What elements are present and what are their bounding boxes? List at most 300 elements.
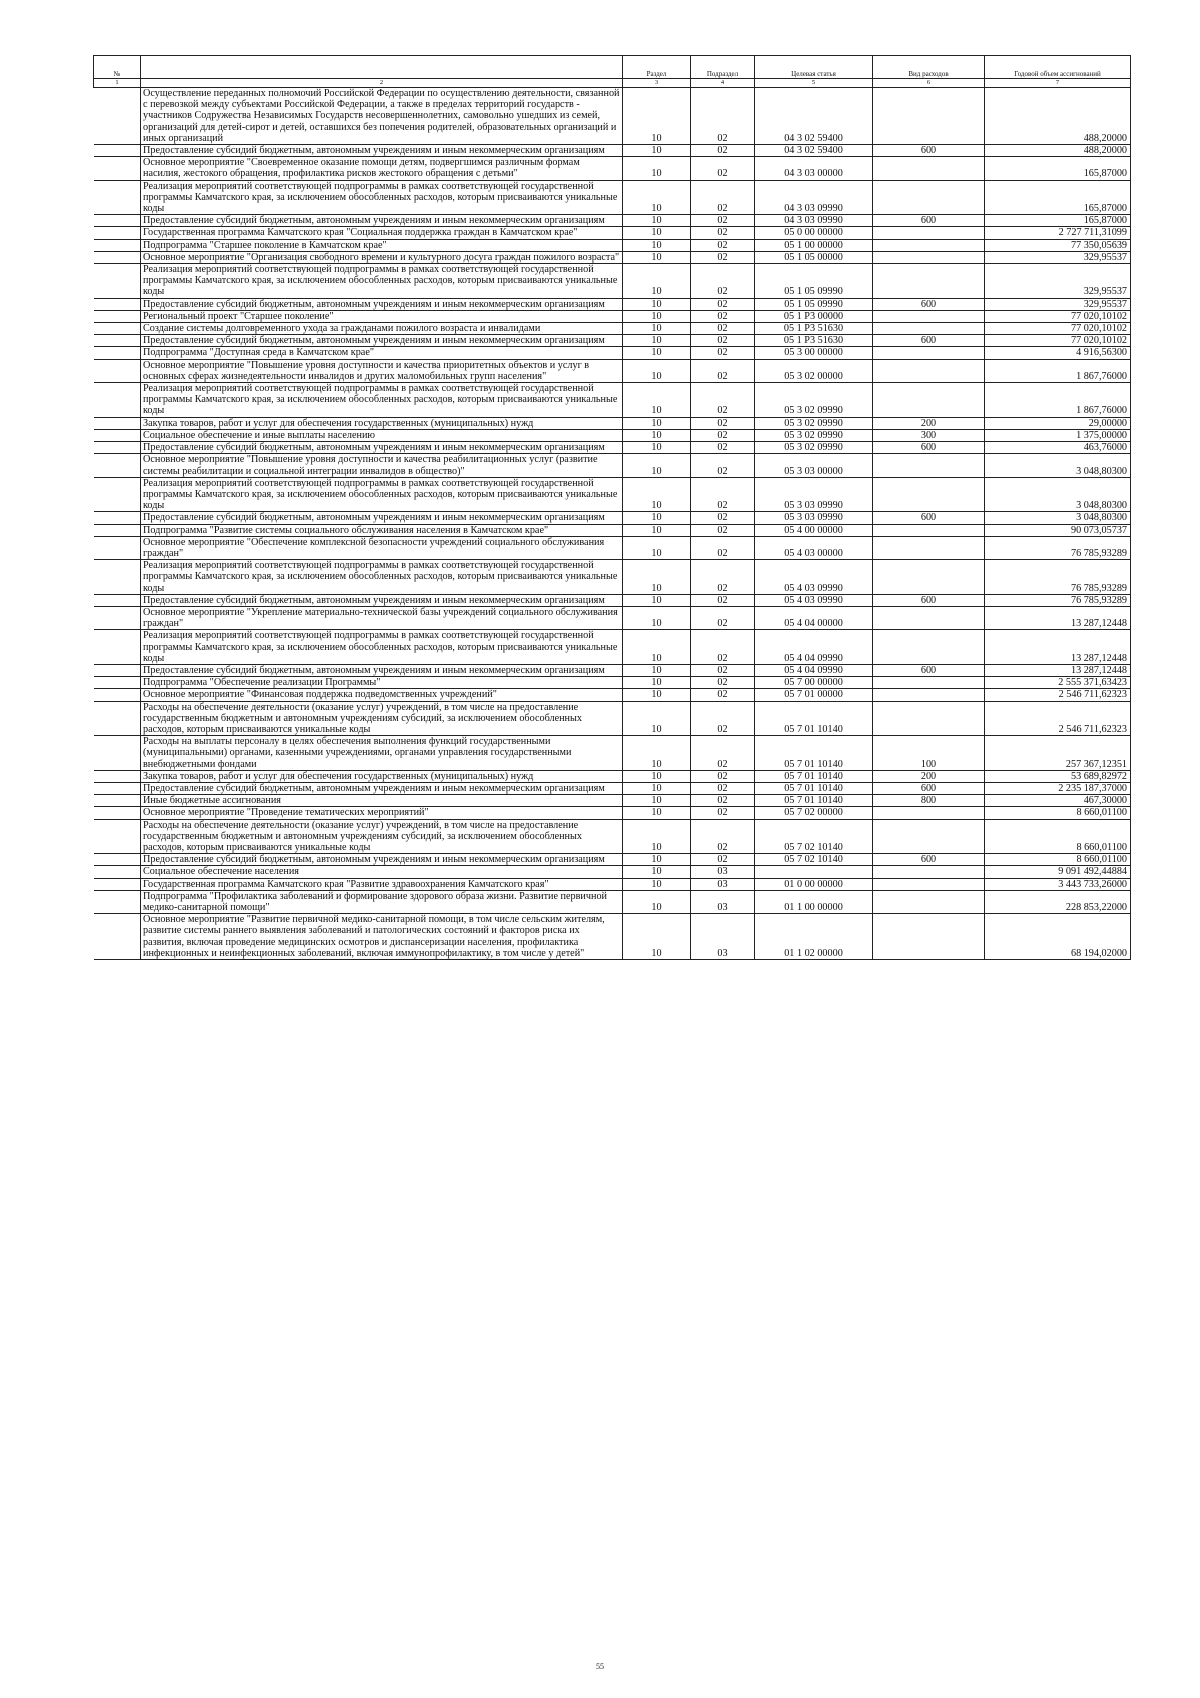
table-row	[94, 560, 1131, 595]
row-target-article-cell: 04 3 03 09990	[755, 180, 873, 215]
row-section-cell: 10	[623, 442, 691, 454]
row-number-cell	[94, 854, 141, 866]
row-target-article-cell: 01 1 02 00000	[755, 914, 873, 960]
table-row	[94, 594, 1131, 606]
row-expense-type-cell	[873, 310, 985, 322]
row-target-article-cell: 05 7 01 10140	[755, 782, 873, 794]
row-name-cell: Расходы на выплаты персоналу в целях обеспечения выполнения функций государственными (муниципальными) органами, казенными учреждениями, органами управления государственными внебюджетными фондами	[141, 736, 623, 771]
table-row	[94, 795, 1131, 807]
row-name-cell: Предоставление субсидий бюджетным, автономным учреждениям и иным некоммерческим организациям	[141, 335, 623, 347]
row-number-cell	[94, 630, 141, 665]
row-name-cell: Основное мероприятие "Укрепление материально-технической базы учреждений социального обслуживания граждан"	[141, 606, 623, 629]
row-section-cell: 10	[623, 866, 691, 878]
row-amount-cell: 165,87000	[985, 157, 1131, 180]
row-target-article-cell: 04 3 03 09990	[755, 215, 873, 227]
row-section-cell: 10	[623, 227, 691, 239]
row-target-article-cell: 05 4 03 00000	[755, 536, 873, 559]
row-subsection-cell: 02	[691, 359, 755, 382]
table-row	[94, 606, 1131, 629]
row-number-cell	[94, 227, 141, 239]
row-target-article-cell: 05 4 04 09990	[755, 664, 873, 676]
row-section-cell: 10	[623, 180, 691, 215]
row-amount-cell: 68 194,02000	[985, 914, 1131, 960]
row-target-article-cell: 04 3 02 59400	[755, 145, 873, 157]
row-target-article-cell: 05 1 P3 51630	[755, 335, 873, 347]
row-subsection-cell: 02	[691, 347, 755, 359]
table-row	[94, 736, 1131, 771]
header-annual-volume: Годовой объем ассигнований	[985, 56, 1131, 79]
row-amount-cell: 1 867,76000	[985, 359, 1131, 382]
row-subsection-cell: 02	[691, 180, 755, 215]
row-expense-type-cell: 600	[873, 782, 985, 794]
row-subsection-cell: 02	[691, 536, 755, 559]
table-row	[94, 782, 1131, 794]
row-number-cell	[94, 347, 141, 359]
row-number-cell	[94, 807, 141, 819]
row-target-article-cell: 05 3 02 09990	[755, 417, 873, 429]
row-section-cell: 10	[623, 782, 691, 794]
row-name-cell: Предоставление субсидий бюджетным, автономным учреждениям и иным некоммерческим организациям	[141, 594, 623, 606]
row-subsection-cell: 02	[691, 417, 755, 429]
row-target-article-cell: 01 0 00 00000	[755, 878, 873, 890]
row-expense-type-cell	[873, 347, 985, 359]
row-expense-type-cell	[873, 536, 985, 559]
table-row	[94, 807, 1131, 819]
table-row	[94, 180, 1131, 215]
table-row	[94, 383, 1131, 418]
row-amount-cell: 13 287,12448	[985, 664, 1131, 676]
row-section-cell: 10	[623, 630, 691, 665]
row-subsection-cell: 02	[691, 429, 755, 441]
table-row	[94, 512, 1131, 524]
table-row	[94, 819, 1131, 854]
row-name-cell: Предоставление субсидий бюджетным, автономным учреждениям и иным некоммерческим организациям	[141, 442, 623, 454]
row-number-cell	[94, 770, 141, 782]
row-name-cell: Основное мероприятие "Повышение уровня доступности и качества реабилитационных услуг (развитие системы реабилитации и социальной интеграции инвалидов в общество)"	[141, 454, 623, 477]
row-name-cell: Реализация мероприятий соответствующей подпрограммы в рамках соответствующей государственной программы Камчатского края, за исключением обособленных расходов, которым присваиваются уникальные коды	[141, 477, 623, 512]
row-amount-cell: 9 091 492,44884	[985, 866, 1131, 878]
row-name-cell: Подпрограмма "Развитие системы социального обслуживания населения в Камчатском крае"	[141, 524, 623, 536]
row-target-article-cell: 05 7 02 10140	[755, 819, 873, 854]
row-name-cell: Предоставление субсидий бюджетным, автономным учреждениям и иным некоммерческим организациям	[141, 512, 623, 524]
table-row	[94, 677, 1131, 689]
row-name-cell: Государственная программа Камчатского края "Развитие здравоохранения Камчатского края"	[141, 878, 623, 890]
row-number-cell	[94, 866, 141, 878]
row-name-cell: Создание системы долговременного ухода за гражданами пожилого возраста и инвалидами	[141, 323, 623, 335]
row-amount-cell: 13 287,12448	[985, 606, 1131, 629]
row-number-cell	[94, 795, 141, 807]
row-section-cell: 10	[623, 807, 691, 819]
table-row	[94, 298, 1131, 310]
header-col-number: 2	[141, 79, 623, 88]
row-target-article-cell: 05 3 03 00000	[755, 454, 873, 477]
row-target-article-cell: 05 3 00 00000	[755, 347, 873, 359]
row-amount-cell: 488,20000	[985, 88, 1131, 145]
table-row	[94, 454, 1131, 477]
table-row	[94, 630, 1131, 665]
table-row	[94, 251, 1131, 263]
row-subsection-cell: 02	[691, 854, 755, 866]
row-amount-cell: 329,95537	[985, 251, 1131, 263]
row-name-cell: Закупка товаров, работ и услуг для обеспечения государственных (муниципальных) нужд	[141, 417, 623, 429]
row-name-cell: Реализация мероприятий соответствующей подпрограммы в рамках соответствующей государственной программы Камчатского края, за исключением обособленных расходов, которым присваиваются уникальные коды	[141, 630, 623, 665]
row-name-cell: Основное мероприятие "Финансовая поддержка подведомственных учреждений"	[141, 689, 623, 701]
row-amount-cell: 1 375,00000	[985, 429, 1131, 441]
row-name-cell: Основное мероприятие "Своевременное оказание помощи детям, подвергшимся различным формам насилия, жестокого обращения, профилактика рисков жестокого обращения с детьми"	[141, 157, 623, 180]
header-number: №	[94, 56, 141, 79]
row-expense-type-cell	[873, 701, 985, 736]
table-header-numbers-row	[94, 79, 1131, 88]
row-name-cell: Предоставление субсидий бюджетным, автономным учреждениям и иным некоммерческим организациям	[141, 215, 623, 227]
row-expense-type-cell	[873, 560, 985, 595]
table-row	[94, 524, 1131, 536]
row-section-cell: 10	[623, 454, 691, 477]
row-number-cell	[94, 180, 141, 215]
row-name-cell: Реализация мероприятий соответствующей подпрограммы в рамках соответствующей государственной программы Камчатского края, за исключением обособленных расходов, которым присваиваются уникальные коды	[141, 264, 623, 299]
row-section-cell: 10	[623, 298, 691, 310]
row-section-cell: 10	[623, 323, 691, 335]
row-number-cell	[94, 88, 141, 145]
table-row	[94, 359, 1131, 382]
row-number-cell	[94, 701, 141, 736]
table-row	[94, 88, 1131, 145]
row-expense-type-cell: 600	[873, 145, 985, 157]
row-target-article-cell: 05 4 03 09990	[755, 560, 873, 595]
table-row	[94, 215, 1131, 227]
row-number-cell	[94, 323, 141, 335]
row-number-cell	[94, 677, 141, 689]
row-name-cell: Государственная программа Камчатского края "Социальная поддержка граждан в Камчатском крае"	[141, 227, 623, 239]
row-amount-cell: 90 073,05737	[985, 524, 1131, 536]
row-name-cell: Реализация мероприятий соответствующей подпрограммы в рамках соответствующей государственной программы Камчатского края, за исключением обособленных расходов, которым присваиваются уникальные коды	[141, 560, 623, 595]
row-subsection-cell: 02	[691, 689, 755, 701]
row-name-cell: Основное мероприятие "Развитие первичной медико-санитарной помощи, в том числе сельским жителям, развитие системы раннего выявления заболеваний и патологических состояний и факторов риска их развития, включая проведение медицинских осмотров и диспансеризации населения, профилактика инфекционных и неинфекционных заболеваний, включая иммунопрофилактику, в том числе у детей"	[141, 914, 623, 960]
row-target-article-cell: 05 4 04 00000	[755, 606, 873, 629]
row-target-article-cell: 05 1 05 09990	[755, 298, 873, 310]
header-col-number: 4	[691, 79, 755, 88]
row-expense-type-cell	[873, 264, 985, 299]
row-amount-cell: 3 048,80300	[985, 512, 1131, 524]
row-subsection-cell: 02	[691, 512, 755, 524]
row-section-cell: 10	[623, 854, 691, 866]
row-section-cell: 10	[623, 335, 691, 347]
row-amount-cell: 4 916,56300	[985, 347, 1131, 359]
row-expense-type-cell: 200	[873, 417, 985, 429]
row-expense-type-cell: 600	[873, 298, 985, 310]
row-expense-type-cell	[873, 157, 985, 180]
row-expense-type-cell	[873, 878, 985, 890]
row-name-cell: Подпрограмма "Старшее поколение в Камчатском крае"	[141, 239, 623, 251]
table-row	[94, 854, 1131, 866]
row-target-article-cell: 05 3 02 00000	[755, 359, 873, 382]
row-amount-cell: 165,87000	[985, 215, 1131, 227]
row-subsection-cell: 02	[691, 251, 755, 263]
row-number-cell	[94, 298, 141, 310]
row-subsection-cell: 02	[691, 524, 755, 536]
table-row	[94, 335, 1131, 347]
row-subsection-cell: 03	[691, 890, 755, 913]
row-target-article-cell: 05 7 01 10140	[755, 795, 873, 807]
row-target-article-cell: 01 1 00 00000	[755, 890, 873, 913]
row-target-article-cell: 05 4 03 09990	[755, 594, 873, 606]
row-expense-type-cell	[873, 606, 985, 629]
row-amount-cell: 488,20000	[985, 145, 1131, 157]
row-name-cell: Подпрограмма "Профилактика заболеваний и формирование здорового образа жизни. Развитие первичной медико-санитарной помощи"	[141, 890, 623, 913]
row-subsection-cell: 02	[691, 701, 755, 736]
table-row	[94, 442, 1131, 454]
table-body	[94, 88, 1131, 960]
row-name-cell: Расходы на обеспечение деятельности (оказание услуг) учреждений, в том числе на предоставление государственным бюджетным и автономным учреждениям субсидий, за исключением обособленных расходов, которым присваиваются уникальные коды	[141, 819, 623, 854]
table-row	[94, 310, 1131, 322]
row-subsection-cell: 02	[691, 310, 755, 322]
budget-table-sheet	[93, 55, 1130, 960]
row-target-article-cell: 05 0 00 00000	[755, 227, 873, 239]
row-name-cell: Расходы на обеспечение деятельности (оказание услуг) учреждений, в том числе на предоставление государственным бюджетным и автономным учреждениям субсидий, за исключением обособленных расходов, которым присваиваются уникальные коды	[141, 701, 623, 736]
row-number-cell	[94, 417, 141, 429]
row-name-cell: Предоставление субсидий бюджетным, автономным учреждениям и иным некоммерческим организациям	[141, 854, 623, 866]
row-target-article-cell: 05 3 02 09990	[755, 442, 873, 454]
row-amount-cell: 3 443 733,26000	[985, 878, 1131, 890]
row-amount-cell: 3 048,80300	[985, 454, 1131, 477]
row-section-cell: 10	[623, 819, 691, 854]
row-subsection-cell: 02	[691, 145, 755, 157]
row-subsection-cell: 02	[691, 560, 755, 595]
row-target-article-cell: 04 3 02 59400	[755, 88, 873, 145]
row-subsection-cell: 02	[691, 594, 755, 606]
row-number-cell	[94, 878, 141, 890]
row-number-cell	[94, 157, 141, 180]
row-expense-type-cell	[873, 180, 985, 215]
table-row	[94, 890, 1131, 913]
row-amount-cell: 77 020,10102	[985, 323, 1131, 335]
row-amount-cell: 76 785,93289	[985, 560, 1131, 595]
row-expense-type-cell: 600	[873, 512, 985, 524]
row-expense-type-cell	[873, 454, 985, 477]
row-expense-type-cell	[873, 677, 985, 689]
row-name-cell: Предоставление субсидий бюджетным, автономным учреждениям и иным некоммерческим организациям	[141, 145, 623, 157]
row-name-cell: Реализация мероприятий соответствующей подпрограммы в рамках соответствующей государственной программы Камчатского края, за исключением обособленных расходов, которым присваиваются уникальные коды	[141, 383, 623, 418]
row-target-article-cell: 05 7 01 10140	[755, 770, 873, 782]
row-amount-cell: 29,00000	[985, 417, 1131, 429]
row-subsection-cell: 03	[691, 914, 755, 960]
row-section-cell: 10	[623, 536, 691, 559]
row-expense-type-cell	[873, 383, 985, 418]
row-amount-cell: 77 020,10102	[985, 310, 1131, 322]
row-amount-cell: 329,95537	[985, 264, 1131, 299]
row-expense-type-cell	[873, 807, 985, 819]
row-target-article-cell: 05 1 05 09990	[755, 264, 873, 299]
row-number-cell	[94, 560, 141, 595]
row-amount-cell: 13 287,12448	[985, 630, 1131, 665]
row-amount-cell: 76 785,93289	[985, 594, 1131, 606]
row-number-cell	[94, 914, 141, 960]
row-number-cell	[94, 594, 141, 606]
row-expense-type-cell	[873, 477, 985, 512]
table-row	[94, 689, 1131, 701]
row-amount-cell: 3 048,80300	[985, 477, 1131, 512]
row-target-article-cell: 05 3 03 09990	[755, 512, 873, 524]
row-number-cell	[94, 383, 141, 418]
row-section-cell: 10	[623, 310, 691, 322]
row-target-article-cell: 05 7 02 10140	[755, 854, 873, 866]
row-target-article-cell: 04 3 03 00000	[755, 157, 873, 180]
row-target-article-cell: 05 7 01 00000	[755, 689, 873, 701]
row-subsection-cell: 02	[691, 88, 755, 145]
row-expense-type-cell	[873, 323, 985, 335]
budget-table	[93, 55, 1131, 960]
row-number-cell	[94, 251, 141, 263]
row-subsection-cell: 02	[691, 664, 755, 676]
row-number-cell	[94, 477, 141, 512]
row-subsection-cell: 02	[691, 770, 755, 782]
row-expense-type-cell	[873, 866, 985, 878]
row-number-cell	[94, 442, 141, 454]
row-section-cell: 10	[623, 359, 691, 382]
row-number-cell	[94, 310, 141, 322]
table-header-row	[94, 56, 1131, 79]
row-name-cell: Социальное обеспечение и иные выплаты населению	[141, 429, 623, 441]
row-subsection-cell: 02	[691, 606, 755, 629]
row-expense-type-cell	[873, 689, 985, 701]
table-row	[94, 417, 1131, 429]
row-expense-type-cell	[873, 359, 985, 382]
row-expense-type-cell	[873, 227, 985, 239]
row-target-article-cell: 05 7 01 10140	[755, 701, 873, 736]
row-target-article-cell	[755, 866, 873, 878]
row-expense-type-cell	[873, 890, 985, 913]
row-amount-cell: 8 660,01100	[985, 854, 1131, 866]
row-number-cell	[94, 819, 141, 854]
row-target-article-cell: 05 1 05 00000	[755, 251, 873, 263]
row-name-cell: Реализация мероприятий соответствующей подпрограммы в рамках соответствующей государственной программы Камчатского края, за исключением обособленных расходов, которым присваиваются уникальные коды	[141, 180, 623, 215]
row-section-cell: 10	[623, 264, 691, 299]
row-amount-cell: 2 546 711,62323	[985, 701, 1131, 736]
row-section-cell: 10	[623, 878, 691, 890]
row-section-cell: 10	[623, 477, 691, 512]
row-subsection-cell: 03	[691, 866, 755, 878]
row-section-cell: 10	[623, 606, 691, 629]
table-row	[94, 157, 1131, 180]
row-number-cell	[94, 606, 141, 629]
row-subsection-cell: 02	[691, 157, 755, 180]
row-target-article-cell: 05 1 00 00000	[755, 239, 873, 251]
row-number-cell	[94, 536, 141, 559]
row-section-cell: 10	[623, 512, 691, 524]
row-subsection-cell: 02	[691, 454, 755, 477]
row-number-cell	[94, 239, 141, 251]
row-section-cell: 10	[623, 347, 691, 359]
row-subsection-cell: 02	[691, 383, 755, 418]
row-section-cell: 10	[623, 239, 691, 251]
row-subsection-cell: 02	[691, 227, 755, 239]
row-expense-type-cell	[873, 88, 985, 145]
header-col-number: 6	[873, 79, 985, 88]
row-expense-type-cell	[873, 251, 985, 263]
row-expense-type-cell: 300	[873, 429, 985, 441]
row-expense-type-cell: 600	[873, 215, 985, 227]
row-target-article-cell: 05 3 03 09990	[755, 477, 873, 512]
table-row	[94, 227, 1131, 239]
row-section-cell: 10	[623, 251, 691, 263]
row-amount-cell: 2 235 187,37000	[985, 782, 1131, 794]
page-number: 55	[596, 1662, 604, 1671]
row-expense-type-cell	[873, 819, 985, 854]
row-section-cell: 10	[623, 770, 691, 782]
row-amount-cell: 467,30000	[985, 795, 1131, 807]
row-section-cell: 10	[623, 157, 691, 180]
row-section-cell: 10	[623, 524, 691, 536]
table-row	[94, 878, 1131, 890]
row-section-cell: 10	[623, 664, 691, 676]
row-amount-cell: 2 727 711,31099	[985, 227, 1131, 239]
row-subsection-cell: 02	[691, 795, 755, 807]
row-subsection-cell: 02	[691, 264, 755, 299]
row-target-article-cell: 05 3 02 09990	[755, 429, 873, 441]
row-amount-cell: 77 350,05639	[985, 239, 1131, 251]
row-expense-type-cell: 800	[873, 795, 985, 807]
row-expense-type-cell	[873, 239, 985, 251]
row-subsection-cell: 02	[691, 442, 755, 454]
row-expense-type-cell: 600	[873, 442, 985, 454]
row-number-cell	[94, 890, 141, 913]
row-section-cell: 10	[623, 145, 691, 157]
row-expense-type-cell: 600	[873, 854, 985, 866]
table-row	[94, 866, 1131, 878]
row-section-cell: 10	[623, 429, 691, 441]
row-number-cell	[94, 264, 141, 299]
row-expense-type-cell	[873, 524, 985, 536]
row-section-cell: 10	[623, 88, 691, 145]
row-subsection-cell: 02	[691, 298, 755, 310]
row-amount-cell: 2 555 371,63423	[985, 677, 1131, 689]
row-name-cell: Основное мероприятие "Проведение тематических мероприятий"	[141, 807, 623, 819]
row-name-cell: Предоставление субсидий бюджетным, автономным учреждениям и иным некоммерческим организациям	[141, 298, 623, 310]
row-amount-cell: 257 367,12351	[985, 736, 1131, 771]
row-amount-cell: 329,95537	[985, 298, 1131, 310]
header-target-article: Целевая статья	[755, 56, 873, 79]
row-number-cell	[94, 429, 141, 441]
row-target-article-cell: 05 1 P3 51630	[755, 323, 873, 335]
row-section-cell: 10	[623, 594, 691, 606]
row-subsection-cell: 02	[691, 807, 755, 819]
row-subsection-cell: 02	[691, 239, 755, 251]
table-row	[94, 239, 1131, 251]
header-col-number: 1	[94, 79, 141, 88]
table-row	[94, 429, 1131, 441]
row-expense-type-cell: 600	[873, 335, 985, 347]
row-section-cell: 10	[623, 914, 691, 960]
row-target-article-cell: 05 4 04 09990	[755, 630, 873, 665]
row-name-cell: Закупка товаров, работ и услуг для обеспечения государственных (муниципальных) нужд	[141, 770, 623, 782]
row-number-cell	[94, 782, 141, 794]
row-section-cell: 10	[623, 215, 691, 227]
row-number-cell	[94, 512, 141, 524]
header-col-number: 7	[985, 79, 1131, 88]
row-subsection-cell: 02	[691, 782, 755, 794]
table-row	[94, 914, 1131, 960]
row-number-cell	[94, 145, 141, 157]
row-name-cell: Основное мероприятие "Повышение уровня доступности и качества приоритетных объектов и услуг в основных сферах жизнедеятельности инвалидов и других маломобильных групп населения"	[141, 359, 623, 382]
row-target-article-cell: 05 7 02 00000	[755, 807, 873, 819]
row-section-cell: 10	[623, 890, 691, 913]
table-row	[94, 770, 1131, 782]
row-amount-cell: 2 546 711,62323	[985, 689, 1131, 701]
row-subsection-cell: 03	[691, 878, 755, 890]
header-name	[141, 56, 623, 79]
row-amount-cell: 76 785,93289	[985, 536, 1131, 559]
table-row	[94, 701, 1131, 736]
row-section-cell: 10	[623, 689, 691, 701]
